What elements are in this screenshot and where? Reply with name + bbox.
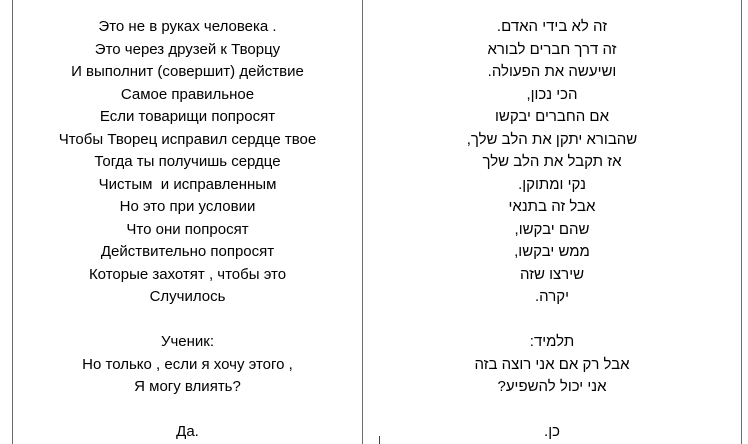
russian-verse-line: Которые захотят , чтобы это — [88, 265, 287, 283]
hebrew-verse-line: הכי נכון, — [526, 85, 578, 103]
russian-student-line: Но только , если я хочу этого , — [82, 355, 293, 373]
hebrew-verse-line: זה דרך חברים לבורא — [487, 40, 617, 58]
paragraph-spacer — [363, 399, 741, 422]
russian-student-line: Я могу влиять? — [134, 378, 241, 395]
hebrew-verse-line: אז תקבל את הלב שלך — [482, 153, 622, 170]
paragraph-spacer — [13, 399, 362, 422]
hebrew-column — [363, 16, 741, 444]
russian-verse-line: Если товарищи попросят — [99, 108, 276, 125]
paragraph-spacer — [363, 309, 741, 332]
russian-verse-line: Что они попросят — [126, 220, 249, 238]
hebrew-verse-line: אם החברים יבקשו — [494, 108, 610, 125]
russian-verse-line: Чтобы Творец исправил сердце твое — [58, 130, 317, 148]
hebrew-answer: כן. — [544, 423, 560, 440]
text-cursor — [379, 436, 380, 444]
hebrew-verse-line: יקרה. — [535, 288, 569, 305]
russian-verse-line: Это через друзей к Творцу — [94, 40, 281, 58]
hebrew-verse-line: זה לא בידי האדם. — [496, 18, 608, 35]
table-border-right — [741, 0, 742, 444]
hebrew-verse-line: ושיעשה את הפעולה. — [487, 63, 617, 80]
russian-verse-line: Чистым и исправленным — [98, 175, 277, 193]
hebrew-verse-line: ממש יבקשו, — [514, 243, 590, 260]
hebrew-verse-line: נקי ומתוקן. — [518, 175, 586, 193]
hebrew-verse-line: אבל זה בתנאי — [508, 198, 596, 215]
russian-verse-line: И выполнит (совершит) действие — [71, 63, 304, 80]
hebrew-verse-line: שהבורא יתקן את הלב שלך, — [466, 130, 638, 148]
paragraph-spacer — [13, 309, 362, 332]
hebrew-student-label: תלמיד: — [529, 333, 575, 350]
russian-verse-line: Это не в руках человека . — [98, 18, 277, 35]
russian-verse-line: Но это при условии — [119, 198, 256, 215]
hebrew-student-line: אני יכול להשפיע? — [497, 378, 607, 395]
russian-verse-line: Тогда ты получишь сердце — [94, 153, 281, 170]
russian-verse-line: Самое правильное — [120, 85, 255, 103]
russian-verse-line: Случилось — [149, 288, 226, 305]
russian-verse-line: Действительно попросят — [100, 243, 275, 260]
russian-answer: Да. — [176, 423, 199, 440]
russian-column — [13, 16, 362, 444]
hebrew-verse-line: שירצו שזה — [519, 265, 585, 283]
russian-student-label: Ученик: — [160, 333, 215, 350]
hebrew-verse-line: שהם יבקשו, — [514, 220, 590, 238]
hebrew-student-line: אבל רק אם אני רוצה בזה — [474, 355, 630, 373]
